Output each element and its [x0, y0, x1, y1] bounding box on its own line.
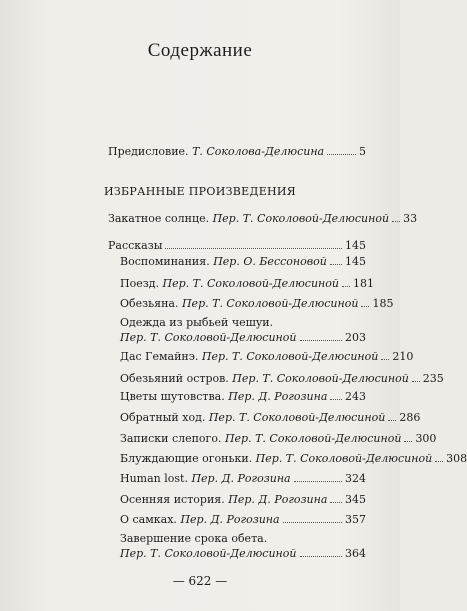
entry-author: Пер. Т. Соколовой-Делюсиной: [201, 350, 379, 363]
dot-leader: [330, 493, 342, 503]
entry-author: Пер. Д. Рогозина: [228, 390, 328, 403]
entry-author: Пер. Т. Соколовой-Делюсиной: [120, 547, 297, 560]
toc-entry: [120, 349, 414, 364]
dot-leader: [330, 255, 342, 265]
dot-leader: [294, 472, 342, 482]
entry-page: 185: [372, 297, 394, 310]
entry-page: 5: [359, 145, 366, 158]
entry-title: Воспоминания.: [120, 255, 210, 268]
toc-entry: [120, 531, 366, 561]
toc-entry: [120, 471, 366, 486]
entry-author: Пер. Т. Соколовой-Делюсиной: [212, 212, 390, 225]
entry-author: Пер. О. Бессоновой: [213, 255, 327, 268]
dot-leader: [388, 411, 396, 421]
entry-page: 203: [345, 331, 366, 344]
dot-leader: [300, 547, 343, 557]
dot-leader: [300, 331, 343, 341]
entry-page: 235: [422, 372, 444, 385]
entry-page: 243: [345, 390, 366, 403]
dot-leader: [392, 212, 400, 222]
entry-page: 308: [446, 452, 467, 465]
entry-page: 145: [345, 239, 366, 252]
entry-title: Предисловие.: [108, 145, 189, 158]
entry-title: Обратный ход.: [120, 411, 206, 424]
entry-page: 145: [345, 255, 366, 268]
bleed-through-text: [100, 4, 103, 21]
entry-author: Пер. Т. Соколовой-Делюсиной: [255, 452, 433, 465]
entry-title: Поезд.: [120, 277, 159, 290]
entry-author: Пер. Т. Соколовой-Делюсиной: [224, 432, 402, 445]
entry-author: Пер. Т. Соколовой-Делюсиной: [181, 297, 359, 310]
dot-leader: [330, 390, 342, 400]
entry-title: Рассказы: [108, 239, 163, 252]
entry-title: Блуждающие огоньки.: [120, 452, 253, 465]
entry-page: 300: [415, 432, 437, 445]
toc-entry: [120, 389, 366, 404]
entry-author: Пер. Т. Соколовой-Делюсиной: [162, 277, 339, 290]
dot-leader: [435, 452, 443, 462]
entry-author: Пер. Т. Соколовой-Делюсиной: [120, 331, 297, 344]
toc-entry: [108, 211, 418, 226]
entry-author: Пер. Д. Рогозина: [228, 493, 328, 506]
section-heading: ИЗБРАННЫЕ ПРОИЗВЕДЕНИЯ: [103, 185, 296, 198]
entry-page: 286: [399, 411, 421, 424]
entry-page: 33: [403, 212, 418, 225]
toc-entry: [120, 254, 366, 269]
entry-author: Т. Соколова-Делюсина: [192, 145, 325, 158]
entry-title: Дас Гемайнэ.: [120, 350, 199, 363]
entry-page: 210: [392, 350, 414, 363]
toc-entry: [120, 512, 366, 527]
entry-author: Пер. Д. Рогозина: [180, 513, 280, 526]
dot-leader: [404, 432, 412, 442]
entry-page: 357: [345, 513, 366, 526]
entry-author: Пер. Т. Соколовой-Делюсиной: [232, 372, 409, 385]
page-title: Содержание: [147, 40, 253, 61]
entry-title: Завершение срока обета.: [120, 532, 268, 545]
dot-leader: [412, 372, 420, 382]
entry-page: 324: [345, 472, 366, 485]
entry-title: Цветы шутовства.: [120, 390, 225, 403]
dot-leader: [283, 513, 342, 523]
toc-entry: [120, 296, 394, 311]
entry-title: О самках.: [120, 513, 177, 526]
entry-page: 345: [345, 493, 366, 506]
entry-page: 181: [353, 277, 374, 290]
entry-title: Обезьяний остров.: [120, 372, 229, 385]
entry-page: 364: [345, 547, 366, 560]
toc-entry: [120, 315, 366, 345]
entry-author: Пер. Д. Рогозина: [191, 472, 291, 485]
page-number: — 622 —: [172, 574, 228, 588]
entry-title: Одежда из рыбьей чешуи.: [120, 316, 274, 329]
entry-title: Записки слепого.: [120, 432, 222, 445]
entry-title: Закатное солнце.: [108, 212, 210, 225]
entry-title: Обезьяна.: [120, 297, 179, 310]
toc-entry: [120, 276, 374, 291]
toc-entry-preface: [108, 144, 366, 159]
entry-title: Human lost.: [120, 472, 188, 485]
dot-leader: [342, 277, 350, 287]
entry-author: Пер. Т. Соколовой-Делюсиной: [208, 411, 386, 424]
dot-leader: [327, 145, 356, 155]
toc-entry-stories: [108, 238, 366, 253]
dot-leader: [165, 239, 342, 249]
entry-title: Осенняя история.: [120, 493, 225, 506]
dot-leader: [381, 350, 389, 360]
toc-entry: [120, 410, 421, 425]
dot-leader: [361, 297, 369, 307]
toc-entry: [120, 431, 437, 446]
toc-entry: [120, 371, 444, 386]
toc-entry: [120, 451, 467, 466]
toc-entry: [120, 492, 366, 507]
